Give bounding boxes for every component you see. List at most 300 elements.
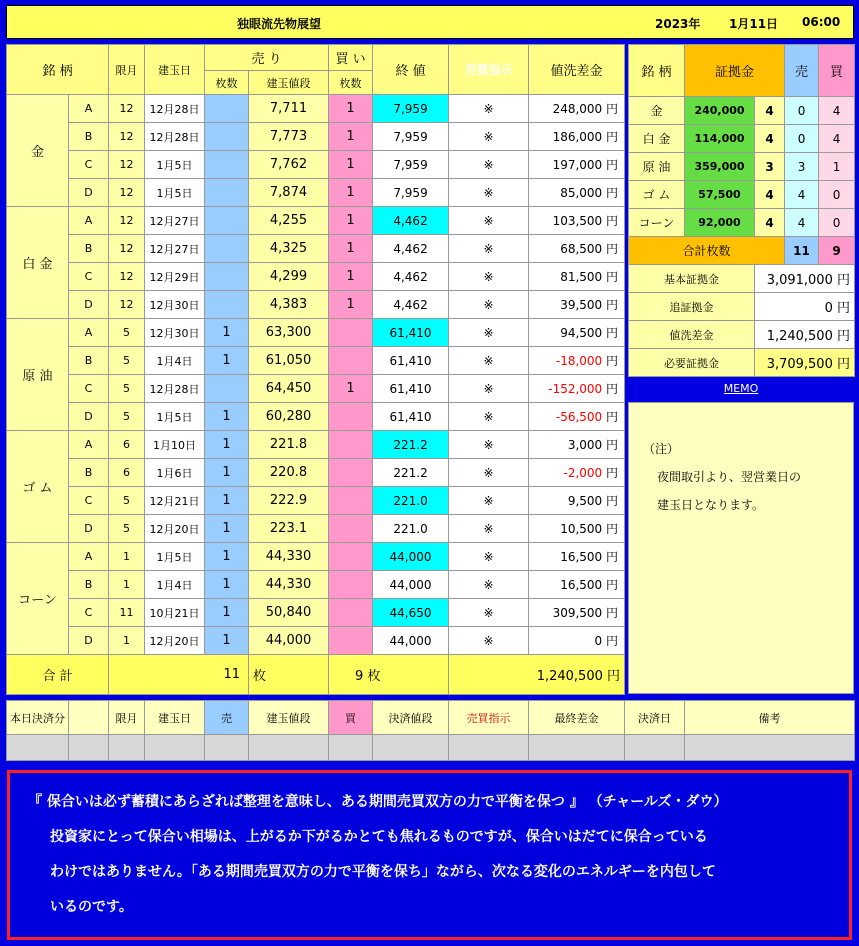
- settlement-table: [6, 700, 855, 761]
- yen-unit: 円: [606, 606, 619, 620]
- sell-qty-cell: 1: [205, 487, 249, 515]
- settle-final-diff-cell[interactable]: [529, 735, 625, 761]
- side-lots: 4: [755, 181, 785, 209]
- col-header-sell-qty: 枚数: [205, 71, 249, 95]
- settle-date-cell[interactable]: [145, 735, 205, 761]
- sell-qty-cell: [205, 179, 249, 207]
- side-name: コーン: [629, 209, 685, 237]
- instruction-cell[interactable]: ※: [449, 487, 529, 515]
- sell-qty-cell: 1: [205, 431, 249, 459]
- open-price-cell: 7,874: [249, 179, 329, 207]
- open-price-cell: 63,300: [249, 319, 329, 347]
- margin-row: [629, 153, 855, 181]
- buy-qty-cell: [329, 487, 373, 515]
- sell-qty-cell: 1: [205, 319, 249, 347]
- position-row: [7, 571, 625, 599]
- summary-value: 3,709,500: [766, 357, 833, 372]
- open-date-cell: 1月6日: [145, 459, 205, 487]
- total-diff: 1,240,500: [536, 669, 603, 684]
- instruction-cell[interactable]: ※: [449, 291, 529, 319]
- instruction-cell[interactable]: ※: [449, 207, 529, 235]
- side-margin: 114,000: [685, 125, 755, 153]
- col-header-close: 終 値: [373, 45, 449, 95]
- sell-qty-cell: 1: [205, 627, 249, 655]
- open-price-cell: 7,773: [249, 123, 329, 151]
- yen-unit: 円: [606, 438, 619, 452]
- close-price-cell: 4,462: [373, 291, 449, 319]
- diff-value: 103,500: [552, 214, 603, 228]
- close-price-cell: 4,462: [373, 207, 449, 235]
- col-header-buy-qty: 枚数: [329, 71, 373, 95]
- yen-unit: 円: [606, 242, 619, 256]
- side-total-buy: 9: [819, 237, 855, 265]
- side-name: ゴ ム: [629, 181, 685, 209]
- buy-qty-cell: 1: [329, 235, 373, 263]
- sell-qty-cell: [205, 123, 249, 151]
- diff-value: 197,000: [552, 158, 603, 172]
- sub-id: D: [69, 515, 109, 543]
- side-total-sell: 11: [785, 237, 819, 265]
- open-date-cell: 12月27日: [145, 207, 205, 235]
- sell-qty-cell: [205, 375, 249, 403]
- buy-qty-cell: 1: [329, 123, 373, 151]
- sell-qty-cell: [205, 263, 249, 291]
- open-price-cell: 4,255: [249, 207, 329, 235]
- position-row: [7, 599, 625, 627]
- settle-close-price-cell[interactable]: [373, 735, 449, 761]
- instruction-cell[interactable]: ※: [449, 235, 529, 263]
- memo-note-label: （注）: [643, 442, 680, 456]
- close-price-cell: 4,462: [373, 263, 449, 291]
- open-date-cell: 12月28日: [145, 375, 205, 403]
- sub-id: A: [69, 431, 109, 459]
- yen-unit: 円: [606, 102, 619, 116]
- month-cell: 5: [109, 515, 145, 543]
- side-name: 金: [629, 97, 685, 125]
- open-date-cell: 1月5日: [145, 403, 205, 431]
- position-row: [7, 403, 625, 431]
- summary-label: 追証拠金: [629, 293, 755, 321]
- sell-qty-cell: [205, 151, 249, 179]
- margin-row: [629, 125, 855, 153]
- sub-id: A: [69, 207, 109, 235]
- total-sell-unit: 枚: [249, 655, 329, 695]
- yen-unit: 円: [606, 326, 619, 340]
- instruction-cell[interactable]: ※: [449, 375, 529, 403]
- month-cell: 6: [109, 459, 145, 487]
- position-row: [7, 235, 625, 263]
- month-cell: 12: [109, 263, 145, 291]
- summary-value: 3,091,000: [766, 273, 833, 288]
- position-row: [7, 459, 625, 487]
- month-cell: 12: [109, 207, 145, 235]
- sell-qty-cell: 1: [205, 515, 249, 543]
- month-cell: 5: [109, 375, 145, 403]
- settle-open-price-header: 建玉値段: [249, 701, 329, 735]
- position-row: [7, 151, 625, 179]
- side-sell: 4: [785, 209, 819, 237]
- instruction-cell[interactable]: ※: [449, 543, 529, 571]
- col-header-open-price: 建玉値段: [249, 71, 329, 95]
- position-row: [7, 347, 625, 375]
- yen-unit: 円: [606, 298, 619, 312]
- settle-today-cell[interactable]: [7, 735, 69, 761]
- open-price-cell: 44,000: [249, 627, 329, 655]
- diff-value: 309,500: [552, 606, 603, 620]
- sell-qty-cell: 1: [205, 571, 249, 599]
- position-row: [7, 207, 625, 235]
- side-lots: 4: [755, 125, 785, 153]
- col-header-name: 銘 柄: [7, 45, 109, 95]
- commodity-name: 白 金: [7, 207, 69, 319]
- settle-remarks-cell[interactable]: [685, 735, 855, 761]
- summary-value: 0: [824, 301, 833, 316]
- commodity-name: 原 油: [7, 319, 69, 431]
- month-cell: 6: [109, 431, 145, 459]
- instruction-cell[interactable]: ※: [449, 459, 529, 487]
- title-bar: [6, 5, 854, 39]
- open-date-cell: 1月10日: [145, 431, 205, 459]
- open-date-cell: 1月4日: [145, 571, 205, 599]
- close-price-cell: 44,000: [373, 571, 449, 599]
- sell-qty-cell: [205, 291, 249, 319]
- open-date-cell: 10月21日: [145, 599, 205, 627]
- open-date-cell: 1月5日: [145, 543, 205, 571]
- close-price-cell: 44,000: [373, 543, 449, 571]
- position-row: [7, 123, 625, 151]
- memo-note-line2: 建玉日となります。: [657, 498, 765, 512]
- open-date-cell: 12月28日: [145, 123, 205, 151]
- close-price-cell: 221.0: [373, 487, 449, 515]
- side-margin: 240,000: [685, 97, 755, 125]
- close-price-cell: 7,959: [373, 151, 449, 179]
- sub-id: D: [69, 627, 109, 655]
- col-header-open-date: 建玉日: [145, 45, 205, 95]
- sub-id: A: [69, 95, 109, 123]
- buy-qty-cell: 1: [329, 179, 373, 207]
- buy-qty-cell: 1: [329, 95, 373, 123]
- position-row: [7, 487, 625, 515]
- margin-row: [629, 97, 855, 125]
- yen-unit: 円: [606, 634, 619, 648]
- sell-qty-cell: [205, 95, 249, 123]
- month-cell: 12: [109, 123, 145, 151]
- sell-qty-cell: [205, 207, 249, 235]
- instruction-cell[interactable]: ※: [449, 151, 529, 179]
- position-row: [7, 431, 625, 459]
- instruction-cell[interactable]: ※: [449, 319, 529, 347]
- position-row: [7, 543, 625, 571]
- sub-id: D: [69, 403, 109, 431]
- instruction-cell[interactable]: ※: [449, 431, 529, 459]
- close-price-cell: 7,959: [373, 95, 449, 123]
- month-cell: 1: [109, 571, 145, 599]
- close-price-cell: 44,000: [373, 627, 449, 655]
- yen-unit: 円: [606, 466, 619, 480]
- month-cell: 5: [109, 319, 145, 347]
- diff-value: 248,000: [552, 102, 603, 116]
- settle-sub-header: [69, 701, 109, 735]
- side-header-margin: 証拠金: [685, 45, 785, 97]
- position-row: [7, 179, 625, 207]
- quote-line-4: いるのです。: [50, 899, 133, 915]
- summary-row: [629, 265, 855, 293]
- buy-qty-cell: 1: [329, 207, 373, 235]
- sub-id: C: [69, 487, 109, 515]
- diff-value: 9,500: [567, 494, 603, 508]
- diff-value: 0: [594, 634, 603, 648]
- close-price-cell: 61,410: [373, 347, 449, 375]
- open-price-cell: 44,330: [249, 543, 329, 571]
- diff-value: -56,500: [555, 410, 603, 424]
- instruction-cell[interactable]: ※: [449, 347, 529, 375]
- open-date-cell: 12月30日: [145, 291, 205, 319]
- month-cell: 12: [109, 291, 145, 319]
- open-price-cell: 44,330: [249, 571, 329, 599]
- open-price-cell: 220.8: [249, 459, 329, 487]
- side-buy: 4: [819, 97, 855, 125]
- position-row: [7, 291, 625, 319]
- yen-unit: 円: [606, 410, 619, 424]
- side-header-buy: 買: [819, 45, 855, 97]
- position-row: [7, 319, 625, 347]
- diff-value: 16,500: [560, 550, 603, 564]
- diff-value: 10,500: [560, 522, 603, 536]
- side-buy: 1: [819, 153, 855, 181]
- settle-instruction-cell[interactable]: [449, 735, 529, 761]
- summary-label: 必要証拠金: [629, 349, 755, 377]
- open-date-cell: 12月21日: [145, 487, 205, 515]
- open-price-cell: 222.9: [249, 487, 329, 515]
- yen-unit: 円: [606, 354, 619, 368]
- close-price-cell: 44,650: [373, 599, 449, 627]
- yen-unit: 円: [606, 130, 619, 144]
- settle-month-cell[interactable]: [109, 735, 145, 761]
- month-cell: 12: [109, 151, 145, 179]
- diff-value: -18,000: [555, 354, 603, 368]
- buy-qty-cell: [329, 319, 373, 347]
- sub-id: B: [69, 459, 109, 487]
- summary-unit: 円: [837, 357, 851, 372]
- diff-value: -152,000: [548, 382, 603, 396]
- open-price-cell: 64,450: [249, 375, 329, 403]
- side-sell: 0: [785, 97, 819, 125]
- diff-value: 81,500: [560, 270, 603, 284]
- yen-unit: 円: [606, 214, 619, 228]
- month-cell: 12: [109, 179, 145, 207]
- sub-id: D: [69, 291, 109, 319]
- settle-day-cell[interactable]: [625, 735, 685, 761]
- sub-id: B: [69, 235, 109, 263]
- instruction-cell[interactable]: ※: [449, 95, 529, 123]
- position-row: [7, 95, 625, 123]
- open-date-cell: 12月27日: [145, 235, 205, 263]
- commodity-name: 金: [7, 95, 69, 207]
- settle-sub-cell[interactable]: [69, 735, 109, 761]
- settle-sell-cell[interactable]: [205, 735, 249, 761]
- open-price-cell: 60,280: [249, 403, 329, 431]
- summary-label: 値洗差金: [629, 321, 755, 349]
- diff-value: -2,000: [563, 466, 603, 480]
- summary-unit: 円: [837, 273, 851, 288]
- open-date-cell: 1月5日: [145, 179, 205, 207]
- close-price-cell: 4,462: [373, 235, 449, 263]
- buy-qty-cell: [329, 599, 373, 627]
- month-cell: 1: [109, 543, 145, 571]
- side-header-sell: 売: [785, 45, 819, 97]
- sell-qty-cell: 1: [205, 543, 249, 571]
- buy-qty-cell: 1: [329, 291, 373, 319]
- buy-qty-cell: [329, 515, 373, 543]
- buy-qty-cell: 1: [329, 375, 373, 403]
- settle-sell-header: 売: [205, 701, 249, 735]
- buy-qty-cell: [329, 403, 373, 431]
- col-header-month: 限月: [109, 45, 145, 95]
- memo-panel: [628, 402, 854, 694]
- close-price-cell: 221.2: [373, 431, 449, 459]
- close-price-cell: 7,959: [373, 179, 449, 207]
- open-price-cell: 7,711: [249, 95, 329, 123]
- side-buy: 0: [819, 181, 855, 209]
- diff-value: 68,500: [560, 242, 603, 256]
- yen-unit: 円: [606, 550, 619, 564]
- sub-id: C: [69, 599, 109, 627]
- open-date-cell: 12月28日: [145, 95, 205, 123]
- instruction-cell[interactable]: ※: [449, 179, 529, 207]
- sub-id: B: [69, 571, 109, 599]
- settle-month-header: 限月: [109, 701, 145, 735]
- close-price-cell: 221.2: [373, 459, 449, 487]
- margin-row: [629, 181, 855, 209]
- diff-value: 16,500: [560, 578, 603, 592]
- side-lots: 3: [755, 153, 785, 181]
- positions-table: [6, 44, 625, 695]
- col-header-buy: 買 い: [329, 45, 373, 71]
- month-cell: 12: [109, 95, 145, 123]
- buy-qty-cell: [329, 431, 373, 459]
- open-date-cell: 12月20日: [145, 627, 205, 655]
- total-label: 合 計: [7, 655, 109, 695]
- settle-buy-cell[interactable]: [329, 735, 373, 761]
- open-price-cell: 7,762: [249, 151, 329, 179]
- instruction-cell[interactable]: ※: [449, 263, 529, 291]
- buy-qty-cell: [329, 543, 373, 571]
- instruction-cell[interactable]: ※: [449, 571, 529, 599]
- position-row: [7, 375, 625, 403]
- instruction-cell[interactable]: ※: [449, 515, 529, 543]
- yen-unit: 円: [606, 186, 619, 200]
- settle-instruction-header: 売買指示: [449, 701, 529, 735]
- month-cell: 5: [109, 487, 145, 515]
- month-cell: 5: [109, 403, 145, 431]
- buy-qty-cell: 1: [329, 263, 373, 291]
- instruction-cell[interactable]: ※: [449, 627, 529, 655]
- commodity-name: コーン: [7, 543, 69, 655]
- summary-row: [629, 321, 855, 349]
- total-buy-unit: 枚: [367, 669, 381, 684]
- side-margin: 359,000: [685, 153, 755, 181]
- col-header-sell: 売 り: [205, 45, 329, 71]
- instruction-cell[interactable]: ※: [449, 123, 529, 151]
- open-price-cell: 4,383: [249, 291, 329, 319]
- buy-qty-cell: [329, 571, 373, 599]
- sub-id: B: [69, 347, 109, 375]
- sell-qty-cell: [205, 235, 249, 263]
- settle-open-price-cell[interactable]: [249, 735, 329, 761]
- settle-remarks-header: 備考: [685, 701, 855, 735]
- instruction-cell[interactable]: ※: [449, 599, 529, 627]
- settle-final-diff-header: 最終差金: [529, 701, 625, 735]
- open-date-cell: 12月30日: [145, 319, 205, 347]
- total-buy: 9: [355, 669, 364, 684]
- open-date-cell: 12月20日: [145, 515, 205, 543]
- diff-value: 3,000: [567, 438, 603, 452]
- summary-unit: 円: [837, 329, 851, 344]
- side-name: 白 金: [629, 125, 685, 153]
- diff-value: 186,000: [552, 130, 603, 144]
- col-header-diff: 値洗差金: [529, 45, 625, 95]
- diff-value: 94,500: [560, 326, 603, 340]
- sub-id: A: [69, 543, 109, 571]
- month-cell: 5: [109, 347, 145, 375]
- summary-label: 基本証拠金: [629, 265, 755, 293]
- side-sell: 4: [785, 181, 819, 209]
- open-price-cell: 4,299: [249, 263, 329, 291]
- sell-qty-cell: 1: [205, 599, 249, 627]
- summary-row: [629, 293, 855, 321]
- sub-id: A: [69, 319, 109, 347]
- settle-buy-header: 買: [329, 701, 373, 735]
- sell-qty-cell: 1: [205, 347, 249, 375]
- close-price-cell: 7,959: [373, 123, 449, 151]
- margin-row: [629, 209, 855, 237]
- quote-box: [7, 770, 852, 940]
- settle-close-price-header: 決済値段: [373, 701, 449, 735]
- yen-unit: 円: [606, 494, 619, 508]
- buy-qty-cell: [329, 627, 373, 655]
- sub-id: D: [69, 179, 109, 207]
- total-diff-unit: 円: [607, 669, 621, 684]
- open-date-cell: 12月29日: [145, 263, 205, 291]
- instruction-header[interactable]: 売買指示: [449, 45, 529, 95]
- position-row: [7, 263, 625, 291]
- sell-qty-cell: 1: [205, 403, 249, 431]
- side-sell: 0: [785, 125, 819, 153]
- summary-row: [629, 349, 855, 377]
- header-year: 2023年: [655, 17, 701, 31]
- header-date: 1月11日: [729, 17, 779, 31]
- memo-note-line1: 夜間取引より、翌営業日の: [657, 470, 802, 484]
- memo-link[interactable]: MEMO: [628, 378, 854, 400]
- close-price-cell: 221.0: [373, 515, 449, 543]
- yen-unit: 円: [606, 158, 619, 172]
- settle-today-header: 本日決済分: [7, 701, 69, 735]
- sub-id: C: [69, 263, 109, 291]
- quote-line-2: 投資家にとって保合い相場は、上がるか下がるかとても焦れるものですが、保合いはだてに保合っている: [50, 829, 708, 845]
- diff-value: 39,500: [560, 298, 603, 312]
- settle-date-header: 建玉日: [145, 701, 205, 735]
- instruction-cell[interactable]: ※: [449, 403, 529, 431]
- sub-id: B: [69, 123, 109, 151]
- side-total-label: 合計枚数: [629, 237, 785, 265]
- sell-qty-cell: 1: [205, 459, 249, 487]
- yen-unit: 円: [606, 270, 619, 284]
- summary-unit: 円: [837, 301, 851, 316]
- side-sell: 3: [785, 153, 819, 181]
- diff-value: 85,000: [560, 186, 603, 200]
- yen-unit: 円: [606, 578, 619, 592]
- month-cell: 11: [109, 599, 145, 627]
